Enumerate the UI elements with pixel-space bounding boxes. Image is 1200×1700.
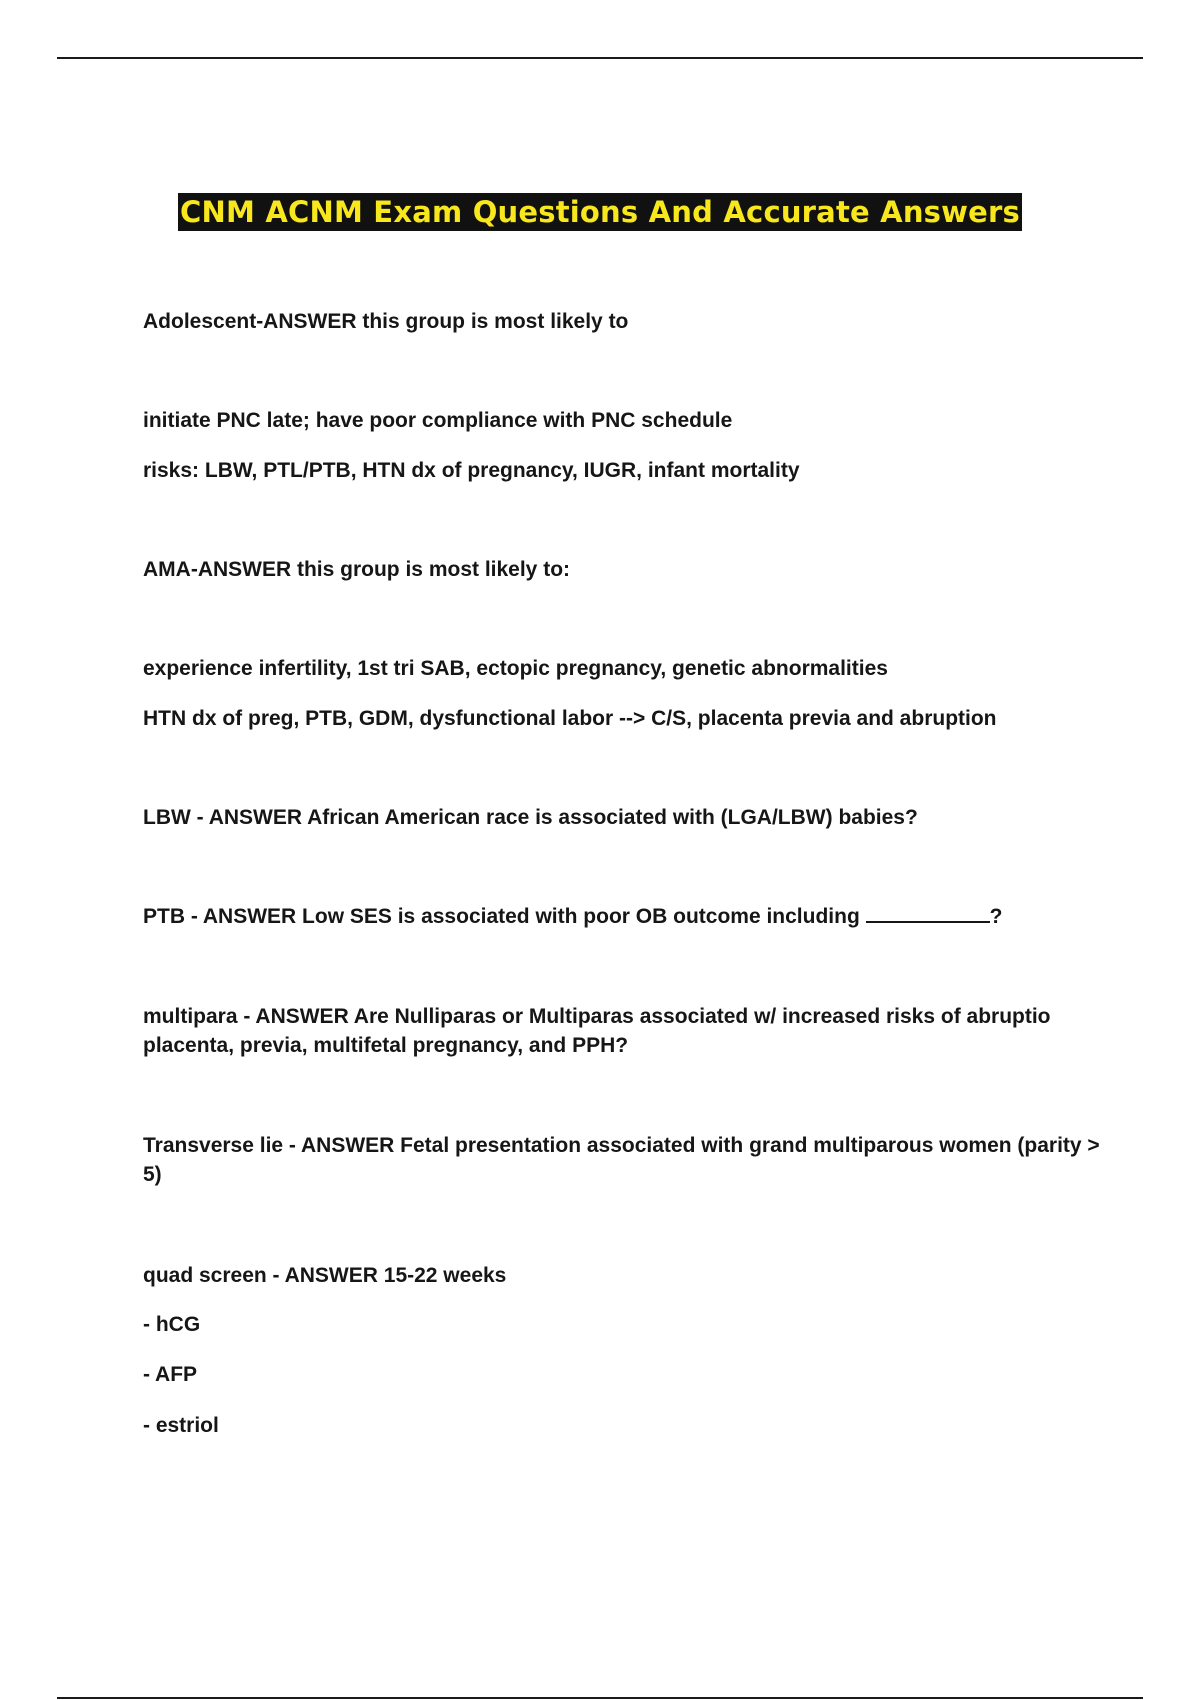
- qa-line-adolescent-question: Adolescent-ANSWER this group is most likely to: [143, 310, 629, 333]
- qa-line-quad-screen: quad screen - ANSWER 15-22 weeks: [143, 1264, 507, 1287]
- ptb-text: PTB - ANSWER Low SES is associated with poor OB outcome including: [143, 905, 866, 928]
- qa-line-transverse-lie: Transverse lie - ANSWER Fetal presentation associated with grand multiparous women (parity > 5): [143, 1134, 1100, 1186]
- qa-line-ptb: [143, 902, 1103, 931]
- bottom-divider: [57, 1697, 1143, 1699]
- top-divider: [57, 57, 1143, 59]
- qa-line-adolescent-answer-1: initiate PNC late; have poor compliance with PNC schedule: [143, 409, 733, 432]
- qa-line-ama-question: AMA-ANSWER this group is most likely to:: [143, 558, 571, 581]
- qa-line-adolescent-answer-2: risks: LBW, PTL/PTB, HTN dx of pregnancy, IUGR, infant mortality: [143, 459, 800, 482]
- qa-line-ama-answer-1: experience infertility, 1st tri SAB, ectopic pregnancy, genetic abnormalities: [143, 657, 888, 680]
- qa-line-lbw: LBW - ANSWER African American race is associated with (LGA/LBW) babies?: [143, 806, 918, 829]
- qa-line-multipara: multipara - ANSWER Are Nulliparas or Multiparas associated w/ increased risks of abruptio placenta, previa, multifetal pregnancy, and PPH?: [143, 1005, 1051, 1057]
- fill-in-blank: [866, 903, 990, 923]
- ptb-question-mark: ?: [989, 905, 1003, 928]
- quad-item-estriol: - estriol: [143, 1414, 219, 1437]
- quad-item-afp: - AFP: [143, 1363, 198, 1386]
- title-container: [0, 193, 1200, 231]
- qa-line-ama-answer-2: HTN dx of preg, PTB, GDM, dysfunctional labor --> C/S, placenta previa and abruption: [143, 707, 997, 730]
- quad-item-hcg: - hCG: [143, 1313, 201, 1336]
- document-title: CNM ACNM Exam Questions And Accurate Answers: [180, 195, 1020, 229]
